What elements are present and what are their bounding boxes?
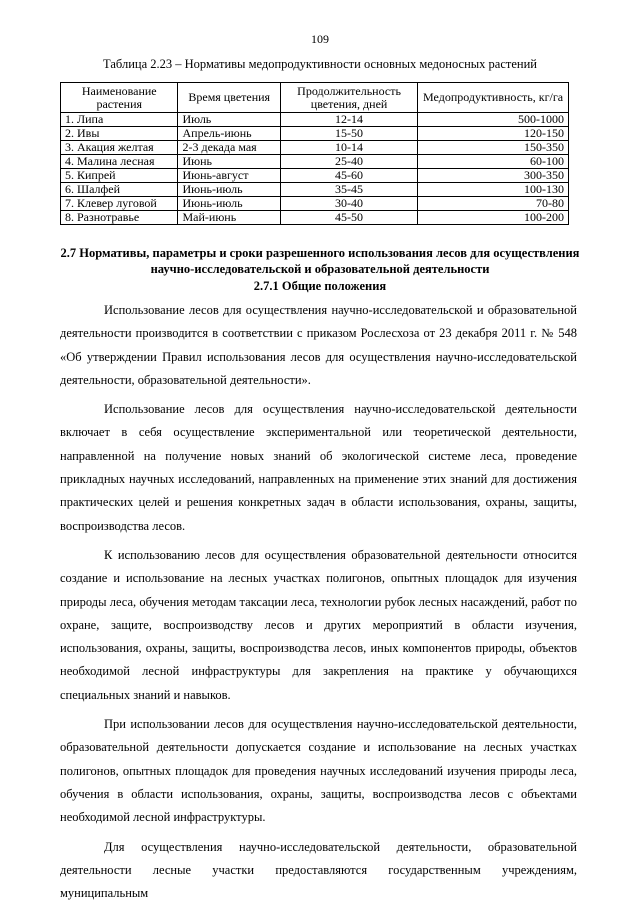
table-row [61,183,569,197]
table-row [61,169,569,183]
cell-productivity: 100-200 [418,211,569,225]
column-header-flowering-duration: Продолжительность цветения, дней [280,83,417,113]
column-header-plant: Наименование растения [61,83,178,113]
table-row [61,113,569,127]
cell-duration: 35-45 [280,183,417,197]
cell-duration: 30-40 [280,197,417,211]
cell-duration: 12-14 [280,113,417,127]
cell-duration: 45-50 [280,211,417,225]
table-row [61,155,569,169]
table-caption: Таблица 2.23 – Нормативы медопродуктивности основных медоносных растений [103,57,537,71]
cell-productivity: 60-100 [418,155,569,169]
table-row [61,197,569,211]
paragraph: Использование лесов для осуществления научно-исследовательской и образовательной деятельности производится в соответствии с приказом Рослесхоза от 23 декабря 2011 г. № 548 «Об утверждении Правил использования лесов для осуществления научно-исследовательской деятельности, образовательной деятельности». [60,303,577,387]
table-row [61,127,569,141]
cell-flowering-time: 2-3 декада мая [178,141,280,155]
body-text [60,299,577,911]
cell-productivity: 150-350 [418,141,569,155]
cell-plant: 6. Шалфей [61,183,178,197]
cell-productivity: 300-350 [418,169,569,183]
cell-plant: 7. Клевер луговой [61,197,178,211]
table-row [61,211,569,225]
cell-duration: 10-14 [280,141,417,155]
cell-flowering-time: Май-июнь [178,211,280,225]
cell-flowering-time: Июнь [178,155,280,169]
paragraph: К использованию лесов для осуществления образовательной деятельности относится создание и использование на лесных участках полигонов, опытных площадок для изучения природы леса, обучения методам таксации леса, технологии рубок лесных насаждений, работ по охране, защите, воспроизводству лесов и других мероприятий в области изучения, использования, охраны, защиты, воспроизводства лесов, иных компонентов природы, объектов необходимой лесной инфраструктуры для закрепления на практике у обучающихся специальных знаний и навыков. [60,547,577,702]
cell-flowering-time: Июль [178,113,280,127]
column-header-flowering-time: Время цветения [178,83,280,113]
column-header-honey-productivity: Медопродуктивность, кг/га [418,83,569,113]
paragraph: Использование лесов для осуществления научно-исследовательской деятельности включает в себя осуществление экспериментальной или теоретической деятельности, направленной на получение новых знаний об экологической системе леса, проведение прикладных научных исследований, направленных на применение этих знаний для достижения практических целей и решения конкретных задач в области использования, охраны, защиты, воспроизводства лесов. [60,402,577,533]
paragraph: При использовании лесов для осуществления научно-исследовательской деятельности, образовательной деятельности допускается создание и использование на лесных участках полигонов, опытных площадок для проведения научных исследований изучения природы леса, обучения в области использования, охраны, защиты, воспроизводства лесов с объектами необходимой лесной инфраструктуры. [60,717,577,825]
cell-duration: 15-50 [280,127,417,141]
cell-plant: 5. Кипрей [61,169,178,183]
honey-plants-table [60,82,569,225]
cell-productivity: 120-150 [418,127,569,141]
cell-plant: 2. Ивы [61,127,178,141]
cell-flowering-time: Июнь-июль [178,183,280,197]
cell-duration: 45-60 [280,169,417,183]
paragraph: Для осуществления научно-исследовательской деятельности, образовательной деятельности лесные участки предоставляются государственным учреждениям, муниципальным [60,839,577,901]
cell-productivity: 70-80 [418,197,569,211]
page-number: 109 [311,32,329,46]
table-header-row [61,83,569,113]
cell-flowering-time: Июнь-июль [178,197,280,211]
cell-plant: 3. Акация желтая [61,141,178,155]
section-title: 2.7 Нормативы, параметры и сроки разрешенного использования лесов для осуществления научно-исследовательской и образовательной деятельности [60,246,580,276]
cell-plant: 8. Разнотравье [61,211,178,225]
cell-productivity: 100-130 [418,183,569,197]
cell-flowering-time: Июнь-август [178,169,280,183]
table-row [61,141,569,155]
cell-productivity: 500-1000 [418,113,569,127]
subsection-title: 2.7.1 Общие положения [253,279,387,293]
cell-duration: 25-40 [280,155,417,169]
cell-plant: 1. Липа [61,113,178,127]
cell-plant: 4. Малина лесная [61,155,178,169]
cell-flowering-time: Апрель-июнь [178,127,280,141]
